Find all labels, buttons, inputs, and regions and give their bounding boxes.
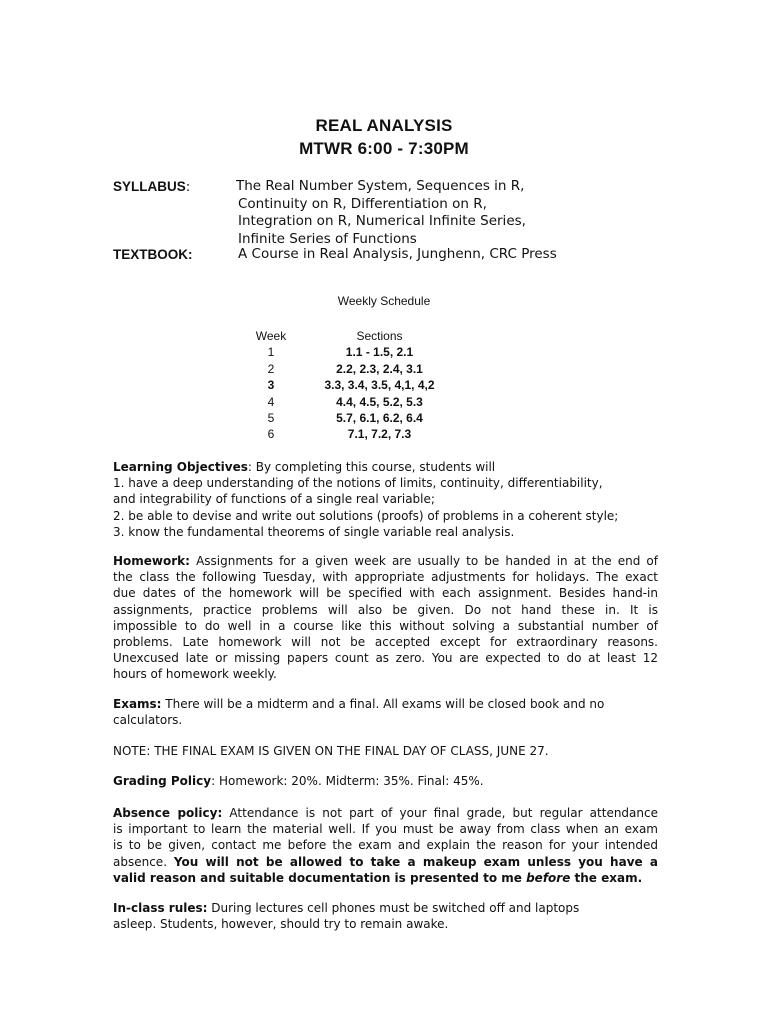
exams-text-line: There will be a midterm and a final. All exams will be closed book and no (161, 697, 605, 711)
in-class-rules-line: During lectures cell phones must be switched off and laptops (207, 901, 580, 915)
week-number: 2 (267, 361, 275, 376)
schedule-row (245, 377, 462, 393)
textbook (113, 246, 653, 265)
syllabus-line: Integration on R, Numerical Infinite Series, (238, 213, 526, 230)
exams-label: Exams: (113, 697, 162, 711)
schedule-row (245, 344, 462, 360)
absence-policy-label: Absence policy: (113, 806, 223, 820)
learning-objectives-intro: : By completing this course, students will (247, 460, 496, 474)
homework-text-line: due dates of the homework will be specified with each assignment. Besides hand-in (113, 586, 658, 601)
homework-section (113, 553, 658, 683)
course-title: REAL ANALYSIS (315, 116, 453, 135)
col-sections-header: Sections (356, 329, 403, 343)
learning-objectives-label: Learning Objectives (113, 460, 248, 474)
homework-text-line: problems. Late homework will not be accepted except for extraordinary reasons. (113, 635, 658, 650)
in-class-rules-section (113, 900, 658, 932)
week-number: 1 (267, 345, 275, 360)
absence-text-line: absence. (113, 854, 174, 869)
makeup-exam-warning: You will not be allowed to take a makeup exam unless you have a (173, 854, 658, 869)
homework-text-line: Unexcused late or missing papers count as zero. You are expected to do at least 12 (113, 651, 658, 666)
homework-text-line: hours of homework weekly. (113, 667, 277, 682)
homework-label: Homework: (113, 554, 190, 568)
objective-line: 3. know the fundamental theorems of single variable real analysis. (113, 524, 515, 539)
grading-policy-text: : Homework: 20%. Midterm: 35%. Final: 45%. (211, 774, 484, 788)
makeup-exam-warning-cont: valid reason and suitable documentation is presented to me before the exam. (113, 870, 643, 885)
weekly-schedule-title: Weekly Schedule (337, 294, 431, 308)
syllabus-label: SYLLABUS: (113, 179, 191, 195)
syllabus-topics (238, 178, 526, 248)
final-exam-note-text: NOTE: THE FINAL EXAM IS GIVEN ON THE FINAL DAY OF CLASS, JUNE 27. (113, 744, 549, 758)
grading-policy-section (113, 773, 658, 789)
col-week-header: Week (255, 329, 287, 343)
exams-section (113, 696, 658, 728)
week-number: 3 (267, 378, 275, 393)
learning-objectives-section (113, 459, 658, 540)
objective-line: and integrability of functions of a single real variable; (113, 492, 435, 507)
homework-text-line: the class the following Tuesday, with appropriate adjustments for holidays. The exact (113, 570, 658, 585)
in-class-rules-line: asleep. Students, however, should try to remain awake. (113, 917, 449, 932)
absence-text-line: is to be given, contact me before the exam and explain the reason for your intended (113, 838, 658, 853)
syllabus-line: Infinite Series of Functions (238, 230, 417, 247)
syllabus-line: The Real Number System, Sequences in R, (236, 178, 525, 194)
objective-line: 1. have a deep understanding of the notions of limits, continuity, differentiability, (113, 476, 603, 491)
schedule-row (245, 394, 462, 410)
weekly-schedule-table (245, 328, 462, 443)
homework-text-line: impossible to do well in a course like this without solving a substantial number of (113, 618, 658, 633)
objective-line: 2. be able to devise and write out solutions (proofs) of problems in a coherent style; (113, 508, 619, 523)
week-sections: 3.3, 3.4, 3.5, 4,1, 4,2 (324, 378, 435, 393)
week-sections: 1.1 - 1.5, 2.1 (345, 345, 414, 360)
schedule-row (245, 361, 462, 377)
homework-text-line: assignments, practice problems will also be given. Do not hand these in. It is (113, 602, 658, 617)
exams-text-line: calculators. (113, 713, 183, 728)
syllabus-line: Continuity on R, Differentiation on R, (238, 195, 487, 212)
before-emphasis: before (526, 870, 571, 885)
textbook-label: TEXTBOOK: (113, 247, 193, 262)
grading-policy-label: Grading Policy (113, 774, 212, 788)
week-number: 5 (267, 410, 275, 425)
week-sections: 7.1, 7.2, 7.3 (347, 427, 412, 442)
in-class-rules-label: In-class rules: (113, 901, 208, 915)
week-number: 4 (267, 394, 275, 409)
week-sections: 4.4, 4.5, 5.2, 5.3 (336, 394, 423, 409)
absence-policy-section (113, 805, 658, 886)
homework-text-line: Assignments for a given week are usually to be handed in at the end of (189, 554, 658, 568)
final-exam-note (113, 743, 658, 759)
absence-text-line: Attendance is not part of your final grade, but regular attendance (222, 806, 658, 820)
schedule-row (245, 410, 462, 426)
class-schedule-time: MTWR 6:00 - 7:30PM (299, 139, 469, 158)
schedule-header-row (245, 328, 462, 344)
textbook-value: A Course in Real Analysis, Junghenn, CRC Press (238, 246, 557, 262)
week-sections: 2.2, 2.3, 2.4, 3.1 (336, 361, 423, 376)
absence-text-line: is important to learn the material well. If you must be away from class when an exam (113, 822, 658, 837)
schedule-row (245, 426, 462, 442)
week-number: 6 (267, 427, 275, 442)
week-sections: 5.7, 6.1, 6.2, 6.4 (336, 410, 423, 425)
